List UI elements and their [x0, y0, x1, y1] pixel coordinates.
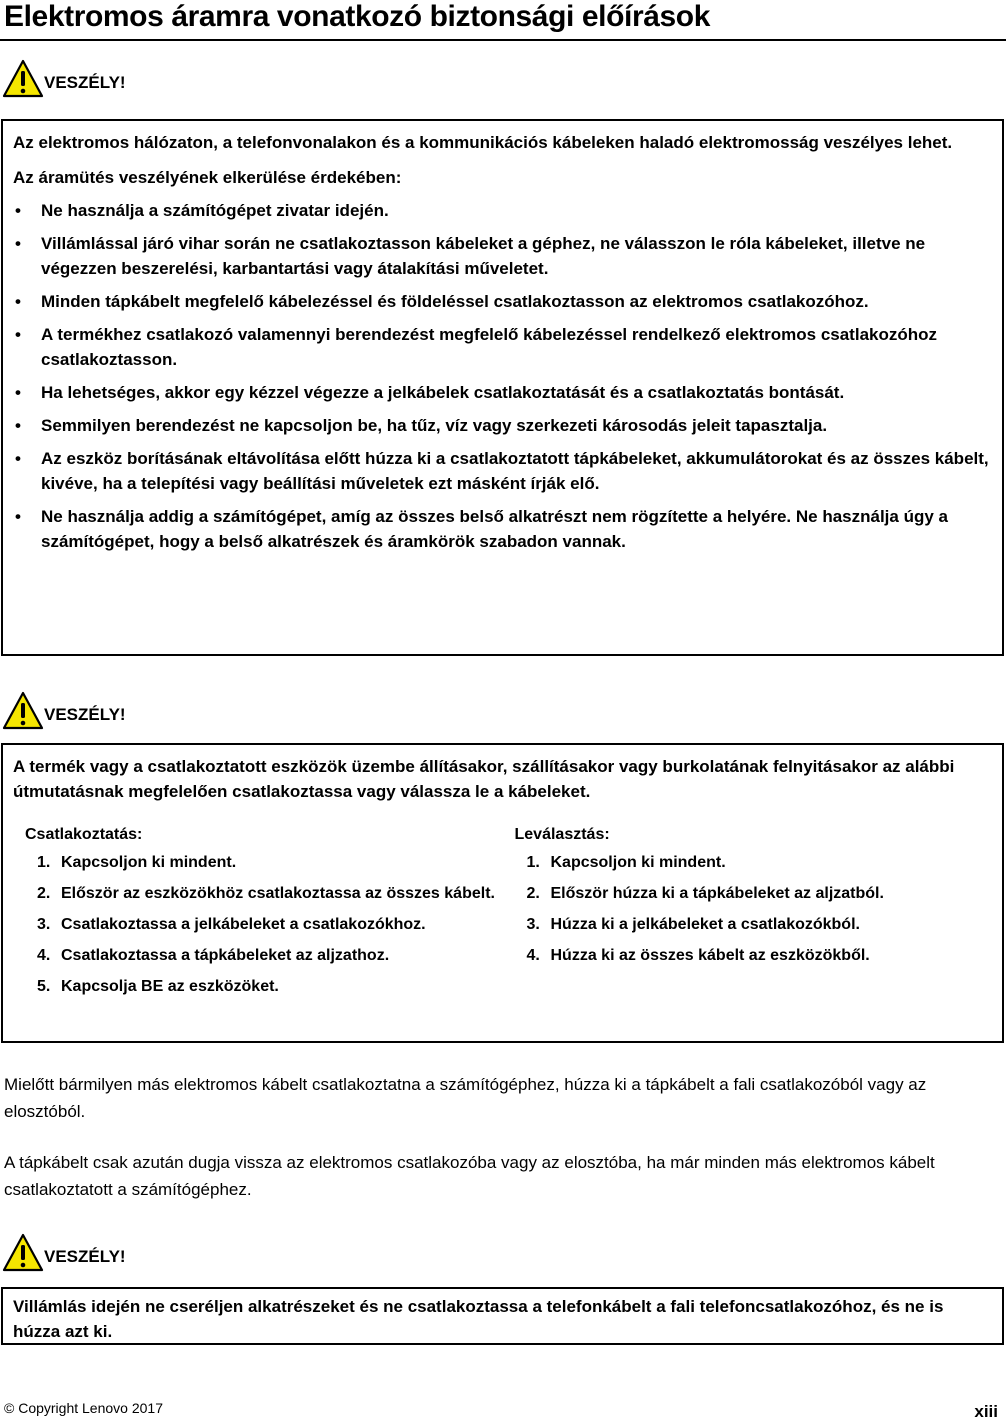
- box3-text: Villámlás idején ne cseréljen alkatrészeket és ne csatlakoztassa a telefonkábelt a fali telefoncsatlakozóhoz, és ne is húzza azt ki.: [13, 1297, 944, 1341]
- box1-bullet-list: [13, 198, 992, 554]
- list-item: • A termékhez csatlakozó valamennyi berendezést megfelelő kábelezéssel rendelkező elektromos csatlakozóhoz csatlakoztasson.: [13, 322, 992, 372]
- copyright: © Copyright Lenovo 2017: [4, 1400, 163, 1416]
- list-item: 2. Először húzza ki a tápkábeleket az aljzatból.: [526, 885, 884, 902]
- box2-intro: A termék vagy a csatlakoztatott eszközök üzembe állításakor, szállításakor vagy burkolatának felnyitásakor az alábbi útmutatásnak megfelelően csatlakoztassa vagy válassza le a kábeleket.: [13, 757, 955, 801]
- bullet-icon: •: [15, 292, 21, 311]
- list-item: • Villámlással járó vihar során ne csatlakoztasson kábeleket a géphez, ne válasszon le róla kábeleket, illetve ne végezzen beszerelési, karbantartási vagy átalakítási műveletet.: [13, 231, 992, 281]
- list-item: • Ha lehetséges, akkor egy kézzel végezze a jelkábelek csatlakoztatását és a csatlakoztatás bontását.: [13, 380, 992, 405]
- list-item: • Semmilyen berendezést ne kapcsoljon be, ha tűz, víz vagy szerkezeti károsodás jeleit tapasztalja.: [13, 413, 992, 438]
- box1-lead: Az áramütés veszélyének elkerülése érdekében:: [13, 168, 402, 187]
- box1-intro: Az elektromos hálózaton, a telefonvonalakon és a kommunikációs kábeleken haladó elektromosság veszélyes lehet.: [13, 133, 953, 152]
- bullet-icon: •: [15, 201, 21, 220]
- paragraph-unplug-before: Mielőtt bármilyen más elektromos kábelt csatlakoztatna a számítógéphez, húzza ki a tápkábelt a fali csatlakozóból vagy az elosztóból.: [4, 1075, 927, 1121]
- danger-label: VESZÉLY!: [44, 705, 126, 724]
- list-item: 3. Húzza ki a jelkábeleket a csatlakozókból.: [526, 916, 860, 933]
- list-item: • Az eszköz borításának eltávolítása előtt húzza ki a csatlakoztatott tápkábeleket, akkumulátorokat és az összes kábelt, kivéve, ha a telepítési vagy beállítási műveletek ezt másként írják elő.: [13, 446, 992, 496]
- list-item: • Minden tápkábelt megfelelő kábelezéssel és földeléssel csatlakoztasson az elektromos csatlakozóhoz.: [13, 289, 992, 314]
- list-item: • Ne használja addig a számítógépet, amíg az összes belső alkatrészt nem rögzítette a helyére. Ne használja úgy a számítógépet, hogy a belső alkatrészek és áramkörök szabadon vannak.: [13, 504, 992, 554]
- bullet-icon: •: [15, 449, 21, 468]
- danger-box-electrical: [1, 119, 1004, 656]
- paragraph-replug-after: A tápkábelt csak azután dugja vissza az elektromos csatlakozóba vagy az elosztóba, ha már minden más elektromos kábelt csatlakoztatott a számítógéphez.: [4, 1153, 935, 1199]
- disconnect-steps: [515, 852, 993, 967]
- list-item: 5. Kapcsolja BE az eszközöket.: [37, 978, 279, 995]
- connect-steps: [25, 852, 503, 998]
- danger-box-lightning: [1, 1287, 1004, 1345]
- list-item: 1. Kapcsoljon ki mindent.: [37, 854, 237, 871]
- list-item: 4. Csatlakoztassa a tápkábeleket az aljzathoz.: [37, 947, 390, 964]
- warning-triangle-icon: [2, 690, 44, 732]
- cabling-columns: [13, 824, 992, 1007]
- list-item: • Ne használja a számítógépet zivatar idején.: [13, 198, 992, 223]
- list-item: 1. Kapcsoljon ki mindent.: [526, 854, 726, 871]
- list-item: 3. Csatlakoztassa a jelkábeleket a csatlakozókhoz.: [37, 916, 426, 933]
- danger-notice-1: [2, 56, 126, 102]
- bullet-icon: •: [15, 325, 21, 344]
- danger-box-cabling: [1, 743, 1004, 1043]
- danger-notice-2: [2, 688, 126, 734]
- danger-label: VESZÉLY!: [44, 73, 126, 92]
- title-rule: [0, 39, 1006, 41]
- list-item: 2. Először az eszközökhöz csatlakoztassa az összes kábelt.: [37, 885, 495, 902]
- bullet-icon: •: [15, 507, 21, 526]
- connect-column: [13, 824, 503, 1007]
- danger-label: VESZÉLY!: [44, 1247, 126, 1266]
- bullet-icon: •: [15, 234, 21, 253]
- bullet-icon: •: [15, 416, 21, 435]
- page-title: Elektromos áramra vonatkozó biztonsági előírások: [4, 0, 711, 33]
- disconnect-heading: Leválasztás:: [514, 826, 610, 843]
- list-item: 4. Húzza ki az összes kábelt az eszközökből.: [526, 947, 870, 964]
- warning-triangle-icon: [2, 1232, 44, 1274]
- warning-triangle-icon: [2, 58, 44, 100]
- danger-notice-3: [2, 1230, 126, 1276]
- disconnect-column: [503, 824, 993, 1007]
- connect-heading: Csatlakoztatás:: [25, 826, 143, 843]
- bullet-icon: •: [15, 383, 21, 402]
- page-number: xiii: [974, 1402, 998, 1421]
